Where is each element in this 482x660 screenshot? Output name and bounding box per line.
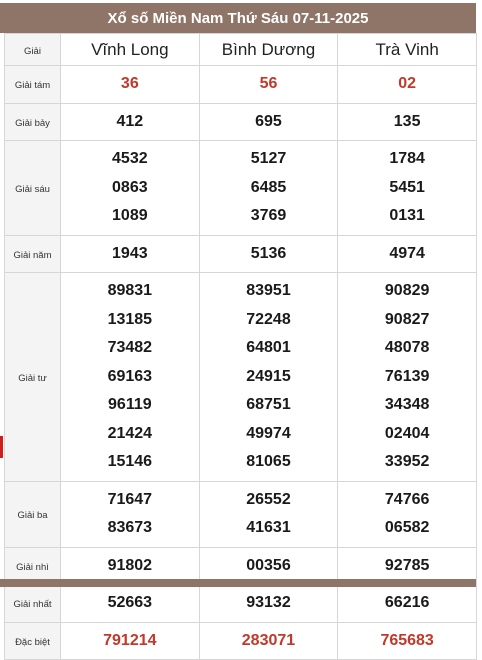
prize-numbers-cell	[338, 141, 477, 236]
winning-number: 34348	[384, 396, 430, 413]
winning-number: 00356	[246, 556, 291, 574]
winning-number: 89831	[107, 282, 153, 299]
province-name[interactable]: Trà Vinh	[375, 39, 439, 59]
prize-label-cell	[5, 622, 61, 660]
prize-numbers-cell	[61, 235, 200, 273]
winning-number: 36	[120, 75, 139, 92]
winning-number: 91802	[107, 556, 153, 574]
prize-row	[5, 141, 477, 236]
province-cell[interactable]	[338, 34, 477, 66]
winning-number: 5136	[250, 244, 287, 262]
winning-number: 02404	[384, 424, 430, 442]
winning-number: 695	[255, 112, 282, 130]
prize-numbers-cell	[61, 103, 200, 141]
results-table	[4, 33, 477, 660]
prize-numbers-cell	[61, 273, 200, 482]
winning-number: 83673	[107, 519, 153, 536]
prize-numbers-cell	[338, 66, 477, 104]
winning-number: 15146	[107, 453, 153, 470]
prize-numbers-cell	[199, 235, 338, 273]
winning-number: 74766	[384, 490, 430, 508]
winning-number: 1784	[389, 150, 425, 167]
winning-number: 81065	[246, 453, 291, 470]
winning-number: 5127	[250, 150, 287, 167]
winning-number: 5451	[389, 178, 425, 196]
winning-number: 6485	[250, 178, 287, 196]
prize-row	[5, 585, 477, 623]
winning-number: 48078	[384, 339, 430, 356]
prize-row	[5, 622, 477, 660]
winning-number: 76139	[384, 367, 430, 385]
winning-number: 90829	[384, 282, 430, 299]
winning-number: 92785	[384, 556, 430, 574]
prize-numbers-cell	[199, 585, 338, 623]
header-label: Giải	[24, 45, 41, 57]
winning-number: 66216	[384, 594, 430, 611]
winning-number: 68751	[246, 396, 291, 413]
prize-label-cell	[5, 481, 61, 547]
prize-label-cell	[5, 66, 61, 104]
page-title: Xổ số Miền Nam Thứ Sáu 07-11-2025	[0, 3, 476, 33]
prize-numbers-cell	[61, 481, 200, 547]
winning-number: 765683	[380, 631, 434, 649]
prize-label: Giải sáu	[15, 183, 50, 195]
prize-row	[5, 66, 477, 104]
prize-numbers-cell	[338, 585, 477, 623]
winning-number: 90827	[384, 310, 430, 328]
prize-label-cell	[5, 235, 61, 273]
winning-number: 73482	[107, 339, 153, 356]
prize-numbers-cell	[199, 273, 338, 482]
province-name[interactable]: Vĩnh Long	[91, 39, 169, 59]
winning-number: 412	[116, 112, 144, 130]
winning-number: 13185	[107, 310, 153, 328]
winning-number: 06582	[384, 519, 430, 536]
prize-numbers-cell	[199, 622, 338, 660]
winning-number: 791214	[103, 631, 157, 649]
winning-number: 0863	[112, 178, 148, 196]
winning-number: 72248	[246, 310, 291, 328]
winning-number: 3769	[250, 207, 287, 224]
winning-number: 21424	[107, 424, 153, 442]
winning-number: 24915	[246, 367, 291, 385]
winning-number: 0131	[389, 207, 425, 224]
winning-number: 1943	[112, 244, 148, 262]
winning-number: 83951	[246, 282, 291, 299]
winning-number: 41631	[246, 519, 291, 536]
prize-label: Giải bảy	[15, 117, 50, 129]
header-row	[5, 34, 477, 66]
winning-number: 96119	[108, 396, 152, 413]
prize-numbers-cell	[338, 103, 477, 141]
winning-number: 71647	[107, 490, 153, 508]
bottom-strip	[0, 579, 476, 587]
prize-numbers-cell	[61, 622, 200, 660]
prize-row	[5, 235, 477, 273]
winning-number: 26552	[246, 490, 291, 508]
prize-numbers-cell	[338, 273, 477, 482]
prize-label: Giải nhì	[16, 561, 49, 573]
prize-row	[5, 273, 477, 482]
prize-numbers-cell	[61, 66, 200, 104]
prize-row	[5, 103, 477, 141]
prize-numbers-cell	[199, 141, 338, 236]
winning-number: 93132	[246, 594, 291, 611]
prize-label-cell	[5, 141, 61, 236]
prize-numbers-cell	[338, 235, 477, 273]
prize-numbers-cell	[338, 622, 477, 660]
winning-number: 64801	[246, 339, 291, 356]
winning-number: 49974	[246, 424, 291, 442]
prize-numbers-cell	[61, 141, 200, 236]
header-label-cell	[5, 34, 61, 66]
winning-number: 52663	[107, 594, 153, 611]
winning-number: 02	[398, 75, 417, 92]
province-cell[interactable]	[61, 34, 200, 66]
prize-label-cell	[5, 273, 61, 482]
prize-numbers-cell	[199, 103, 338, 141]
province-cell[interactable]	[199, 34, 338, 66]
prize-numbers-cell	[61, 585, 200, 623]
winning-number: 4532	[112, 150, 148, 167]
winning-number: 33952	[384, 453, 430, 470]
province-name[interactable]: Bình Dương	[221, 39, 316, 59]
winning-number: 1089	[112, 207, 148, 224]
prize-numbers-cell	[338, 481, 477, 547]
prize-label-cell	[5, 585, 61, 623]
prize-label: Giải năm	[13, 249, 52, 261]
side-marker	[0, 436, 3, 458]
winning-number: 69163	[107, 367, 153, 385]
prize-label: Giải nhất	[13, 599, 52, 611]
prize-label: Giải tư	[18, 372, 47, 384]
prize-label: Giải ba	[17, 510, 48, 521]
winning-number: 283071	[241, 631, 296, 649]
prize-row	[5, 481, 477, 547]
prize-label: Đặc biệt	[15, 636, 50, 648]
prize-numbers-cell	[199, 481, 338, 547]
prize-label: Giải tám	[14, 80, 51, 92]
winning-number: 135	[393, 112, 421, 130]
winning-number: 56	[259, 75, 278, 92]
prize-numbers-cell	[199, 66, 338, 104]
winning-number: 4974	[389, 244, 425, 262]
prize-label-cell	[5, 103, 61, 141]
